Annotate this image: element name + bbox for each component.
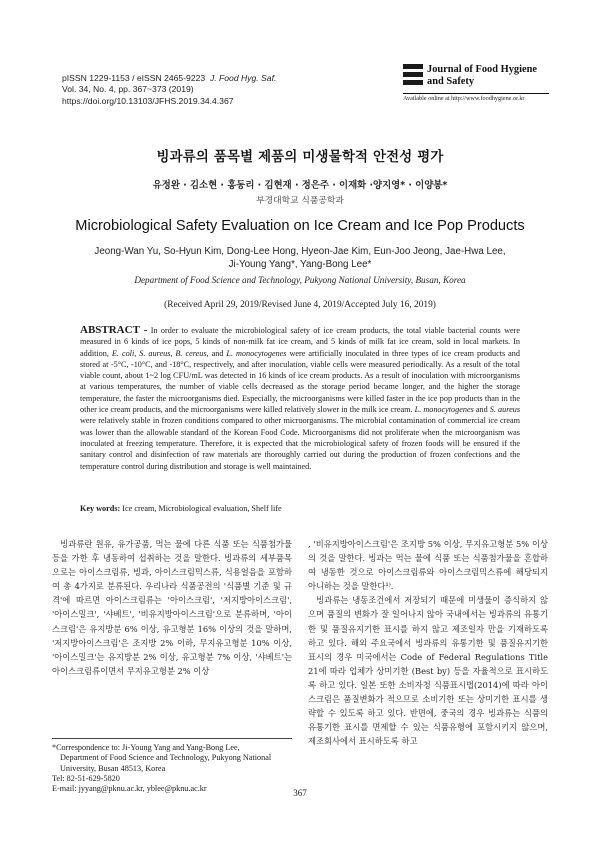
footnote-line: Tel: 82-51-629-5820	[52, 773, 120, 783]
english-title: Microbiological Safety Evaluation on Ice Cream and Ice Pop Products	[75, 218, 525, 234]
keywords-heading: Key words:	[80, 504, 121, 513]
footnote-line: *Correspondence to: Ji-Young Yang and Yang-Bong Lee,	[52, 743, 240, 752]
english-authors-line-2: Ji-Young Yang*, Yang-Bong Lee*	[228, 259, 372, 270]
volume-line: Vol. 34, No. 4, pp. 367~373 (2019)	[62, 84, 194, 95]
journal-logo-title-1: Journal of Food Hygiene	[427, 64, 537, 75]
korean-authors: 유정완 · 김소현 · 홍동리 · 김현재 · 정은주 · 이재화 ·양지영* · 이양봉*	[152, 180, 448, 191]
page-number: 367	[293, 788, 307, 798]
journal-abbrev: J. Food Hyg. Saf.	[209, 73, 277, 83]
abstract-text-3: were artificially inoculated in three types of ice cream products and stored at -5°C, -10°C, and -18°C, respectively, and after inoculation, viable cells were measured periodically. As a result of the total viable count, about 1~2 log CFU/mL was detected in 16 kinds of ice cream products. As a result of inoculation with microorganisms at various temperatures, the number of viable cells decreased as the storage period became longer, and the higher the storage temperature, the faster the microorganisms died. Especially, the microorganisms were killed faster in the ice pop products than in the other ice cream products, and the microorganisms were killed relatively slower in the milk ice cream.	[80, 348, 520, 415]
journal-logo-icon	[403, 64, 423, 90]
footnote-email[interactable]: E-mail: jyyang@pknu.ac.kr, yblee@pknu.ac.kr	[52, 784, 207, 794]
body-left-column	[52, 537, 292, 678]
received-dates: (Received April 29, 2019/Revised June 4, 2019/Accepted July 16, 2019)	[164, 300, 436, 310]
correspondence-footnote	[52, 743, 292, 794]
body-paragraph: , '비유지방아이스크림'은 조지방 5% 이상, 무지유고형분 5% 이상의 것을 말한다. 빙과는 먹는 물에 식품 또는 식품첨가물을 혼합하여 냉동한 것으로 아이스크림류와 아이스크림믹스류에 해당되지 아니하는 것을 말한다¹⁾.	[308, 539, 548, 592]
korean-affiliation: 부경대학교 식품공학과	[256, 196, 344, 206]
abstract-heading: ABSTRACT -	[80, 324, 148, 336]
korean-title: 빙과류의 품목별 제품의 미생물학적 안전성 평가	[156, 150, 444, 165]
journal-logo	[403, 64, 549, 102]
abstract	[80, 325, 520, 472]
footnote-line: University, Busan 48513, Korea	[60, 763, 166, 773]
body-paragraph: 빙과류는 냉동조건에서 저장되기 때문에 미생물이 증식하지 않으며 품질의 변화가 잘 일어나지 않아 국내에서는 빙과류의 유통기한 및 품질유지기한 표시를 하지 않고 제조일자 만을 기재하도록 하고 있다. 해외 주요국에서 빙과류의 유통기한 및 품질유지기한 표시의 경우 미국에서는 Code of Federal Regulations Title 21에 따라 업체가 상미기한 (Best by) 등을 자율적으로 표시하도록 하고 있다. 일본 또한 소비자청 식품표시법(2014)에 따라 아이스크림은 품질변화가 적으므로 소비기한 또는 상미기한 표시를 생략할 수 있도록 하고 있다. 반면에, 중국의 경우 빙과류는 식품의 유통기한 표시를 면제할 수 있는 식품유형에 포함시키지 않으며, 제조회사에서 표시하도록 하고	[308, 595, 548, 747]
abstract-organism-last: L. monocytogenes	[226, 348, 287, 358]
journal-logo-title-2: and Safety	[427, 76, 475, 87]
abstract-text-2: and	[208, 348, 227, 358]
abstract-organism-b: S. aureus	[489, 405, 521, 415]
abstract-organisms: E. coli, S. aureus, B. cereus,	[111, 348, 209, 358]
logo-divider	[403, 93, 549, 94]
english-authors	[60, 245, 540, 271]
journal-online-url[interactable]: Available online at http://www.foodhygiene.or.kr	[403, 95, 525, 102]
keywords	[80, 504, 520, 513]
footnote-divider	[52, 738, 292, 739]
footnote-line: Department of Food Science and Technology, Pukyong National	[60, 753, 272, 763]
body-right-column	[308, 537, 548, 748]
doi-link[interactable]: https://doi.org/10.13103/JFHS.2019.34.4.367	[62, 95, 234, 106]
journal-metadata	[62, 73, 276, 107]
keywords-text: Ice cream, Microbiological evaluation, Shelf life	[120, 504, 282, 513]
abstract-text-5: were relatively stable in frozen conditions compared to other microorganisms. The microbial contamination of commercial ice cream was lower than the allowable standard of the Korean Food Code. Microorganisms did not proliferate when the microorganism was inoculated at freezing temperature. Therefore, it is expected that the microbiological safety of frozen foods will be ensured if the sanitary control and disinfection of raw materials are thoroughly carried out during the production of frozen confections and the temperature control during distribution and storage is well maintained.	[80, 416, 520, 471]
abstract-text-1: In order to evaluate the microbiological safety of ice cream products, the total viable bacterial counts were measured in 6 kinds of ice pops, 5 kinds of non-milk fat ice cream, and 5 kinds of milk fat ice cream, sold in local markets. In addition,	[80, 326, 520, 358]
english-affiliation: Department of Food Science and Technology, Pukyong National University, Busan, Korea	[134, 275, 466, 285]
body-paragraph: 빙과류란 원유, 유가공품, 먹는 물에 다른 식품 또는 식품첨가물 등을 가한 후 냉동하여 섭취하는 것을 말한다. 빙과류의 세부품목으로는 아이스크림류, 빙과, 아이스크림믹스류, 식용얼음을 포함하여 총 4가지로 분류된다. 우리나라 식품공전의 '식품별 기준 및 규격'에 따르면 아이스크림류는 '아이스크림', '저지방아이스크림', '아이스밀크', '샤베트', '비유지방아이스크림'으로 분류하며, '아이스크림'은 유지방분 6% 이상, 유고형분 16% 이상의 것을 말하며, '저지방아이스크림'은 조지방 2% 이하, 무지유고형분 10% 이상, '아이스밀크'는 유지방분 2% 이상, 유고형분 7% 이상, '샤베트'는 아이스크림류이면서 무지유고형분 2% 이상	[52, 539, 292, 676]
english-authors-line-1: Jeong-Wan Yu, So-Hyun Kim, Dong-Lee Hong, Hyeon-Jae Kim, Eun-Joo Jeong, Jae-Hwa Lee,	[94, 246, 506, 257]
abstract-text-4: and	[473, 405, 490, 415]
issn-line: pISSN 1229-1153 / eISSN 2465-9223	[62, 73, 206, 83]
abstract-organism-a: L. monocytogenes	[414, 405, 474, 415]
